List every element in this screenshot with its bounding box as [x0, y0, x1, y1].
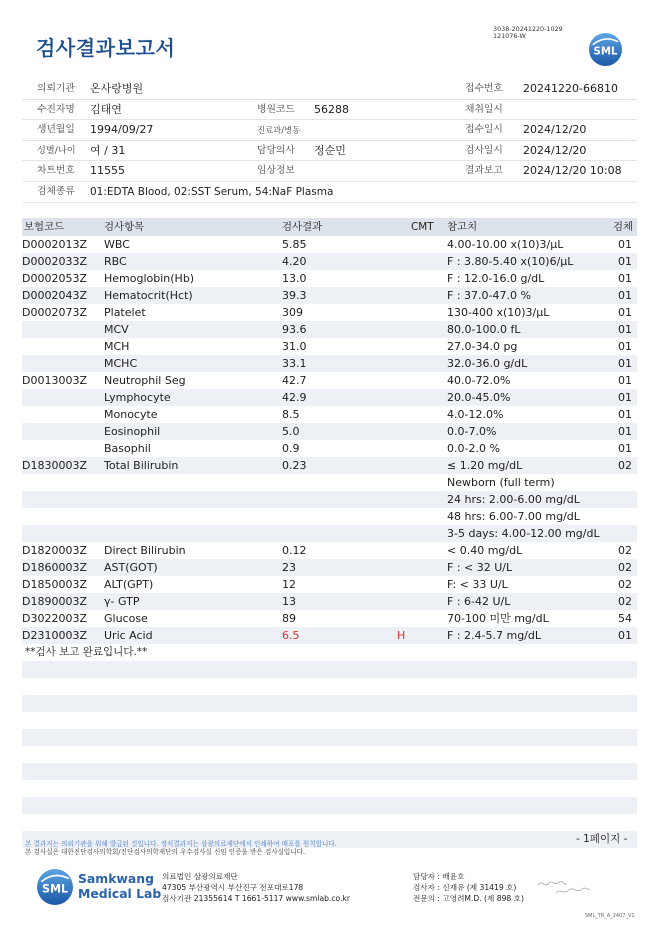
chart-no-label: 차트번호 — [37, 165, 75, 177]
result-row — [22, 542, 637, 559]
test-item-cell: Eosinophil — [104, 425, 161, 438]
column-header-insurance-code: 보험코드 — [24, 221, 65, 233]
specimen-code-cell: 01 — [618, 306, 632, 319]
test-item-cell: Lymphocyte — [104, 391, 171, 404]
reference-range-cell: F : 37.0-47.0 % — [447, 289, 531, 302]
reference-range-cell: F : < 32 U/L — [447, 561, 513, 574]
document-id — [493, 26, 563, 40]
sml-logo-text: SML — [41, 882, 69, 896]
test-item-cell: Basophil — [104, 442, 151, 455]
hospital-code-value: 56288 — [314, 102, 349, 116]
receipt-no-label: 접수번호 — [465, 83, 503, 94]
result-row — [22, 372, 637, 389]
report-datetime-label: 결과보고 — [465, 165, 503, 177]
insurance-code-cell: D1860003Z — [22, 561, 87, 574]
reference-range-cell: F: < 33 U/L — [447, 578, 508, 591]
test-item-cell: MCH — [104, 340, 130, 353]
sex-age-value: 여 / 31 — [90, 143, 126, 157]
column-header-specimen: 검체 — [613, 221, 634, 233]
result-row — [22, 304, 637, 321]
test-item-cell: MCHC — [104, 357, 138, 370]
result-value-cell: 42.9 — [282, 391, 307, 404]
test-date-value: 2024/12/20 — [523, 143, 587, 157]
result-row — [22, 559, 637, 576]
results-table-body — [22, 236, 637, 644]
page-title: 검사결과보고서 — [36, 36, 176, 60]
patient-info-section — [22, 79, 637, 203]
specimen-code-cell: 01 — [618, 357, 632, 370]
reference-range-cell: < 0.40 mg/dL — [447, 544, 523, 557]
organization-address: 47305 부산광역시 부산진구 전포대로178 — [162, 883, 304, 892]
info-row — [22, 79, 637, 100]
specimen-code-cell: 01 — [618, 340, 632, 353]
result-value-cell: 4.20 — [282, 255, 307, 268]
organization-contact: 검사기관 21355614 T 1661-5117 www.smlab.co.kr — [162, 894, 350, 903]
result-value-cell: 0.23 — [282, 459, 307, 472]
completion-note: **검사 보고 완료입니다.** — [25, 646, 148, 658]
result-row — [22, 576, 637, 593]
reference-range-cell: F : 12.0-16.0 g/dL — [447, 272, 545, 285]
patient-name-label: 수진자명 — [37, 103, 75, 115]
test-item-cell: Platelet — [104, 306, 146, 319]
info-row — [22, 161, 637, 182]
column-header-reference: 참고치 — [447, 221, 478, 233]
cmt-flag-cell: H — [397, 629, 406, 642]
test-item-cell: RBC — [104, 255, 127, 268]
result-value-cell: 0.12 — [282, 544, 307, 557]
test-date-label: 검사일시 — [465, 144, 503, 156]
result-value-cell: 42.7 — [282, 374, 307, 387]
specimen-code-cell: 01 — [618, 629, 632, 642]
sml-footer-logo — [36, 868, 74, 906]
brand-name-line-2: Medical Lab — [78, 886, 162, 901]
staff-info — [413, 871, 524, 904]
insurance-code-cell: D0002053Z — [22, 272, 87, 285]
staff-technologist: 검사자 : 신재유 (제 31419 호) — [413, 883, 517, 892]
receipt-date-label: 접수일시 — [465, 124, 503, 136]
result-value-cell: 5.0 — [282, 425, 300, 438]
birth-date-label: 생년월일 — [37, 124, 75, 136]
insurance-code-cell: D1890003Z — [22, 595, 87, 608]
test-item-cell: ALT(GPT) — [104, 578, 154, 591]
doctor-label: 담당의사 — [257, 144, 295, 156]
brand-name-line-1: Samkwang — [78, 871, 154, 886]
specimen-code-cell: 01 — [618, 374, 632, 387]
info-row — [22, 120, 637, 141]
result-value-cell: 23 — [282, 561, 296, 574]
insurance-code-cell: D0002033Z — [22, 255, 87, 268]
result-value-cell: 33.1 — [282, 357, 307, 370]
empty-table-rows — [22, 661, 637, 848]
results-table — [22, 218, 637, 848]
sml-logo — [588, 32, 623, 67]
result-row — [22, 491, 637, 508]
reference-range-cell: Newborn (full term) — [447, 476, 555, 489]
receipt-no-value: 20241220-66810 — [523, 82, 618, 95]
result-row — [22, 287, 637, 304]
result-row — [22, 406, 637, 423]
reference-range-cell: 48 hrs: 6.00-7.00 mg/dL — [447, 510, 580, 523]
test-item-cell: Uric Acid — [104, 629, 153, 642]
insurance-code-cell: D0002073Z — [22, 306, 87, 319]
reference-range-cell: 0.0-2.0 % — [447, 442, 500, 455]
test-item-cell: Hematocrit(Hct) — [104, 289, 193, 302]
specimen-types-value: 01:EDTA Blood, 02:SST Serum, 54:NaF Plasma — [90, 185, 334, 198]
result-row — [22, 253, 637, 270]
specimen-code-cell: 02 — [618, 544, 632, 557]
specimen-code-cell: 02 — [618, 578, 632, 591]
specimen-code-cell: 01 — [618, 289, 632, 302]
insurance-code-cell: D0002013Z — [22, 238, 87, 251]
specimen-code-cell: 01 — [618, 272, 632, 285]
test-item-cell: Monocyte — [104, 408, 158, 421]
reference-range-cell: F : 6-42 U/L — [447, 595, 511, 608]
report-datetime-value: 2024/12/20 10:08 — [523, 164, 622, 178]
specimen-code-cell: 01 — [618, 323, 632, 336]
result-value-cell: 0.9 — [282, 442, 300, 455]
staff-manager: 담당자 : 배윤호 — [413, 872, 465, 881]
chart-no-value: 11555 — [90, 164, 125, 178]
patient-name-value: 김태연 — [90, 102, 122, 116]
insurance-code-cell: D1820003Z — [22, 544, 87, 557]
result-value-cell: 31.0 — [282, 340, 307, 353]
test-item-cell: MCV — [104, 323, 129, 336]
document-id-line-1: 3038-20241220-1029 — [493, 25, 563, 33]
test-item-cell: AST(GOT) — [104, 561, 158, 574]
specimen-code-cell: 02 — [618, 459, 632, 472]
result-row — [22, 474, 637, 491]
sex-age-label: 성별/나이 — [37, 144, 76, 156]
reference-range-cell: 130-400 x(10)3/μL — [447, 306, 550, 319]
result-value-cell: 8.5 — [282, 408, 300, 421]
result-value-cell: 309 — [282, 306, 303, 319]
result-row — [22, 270, 637, 287]
organization-info — [162, 871, 350, 904]
test-item-cell: Neutrophil Seg — [104, 374, 186, 387]
doctor-value: 정순민 — [314, 143, 346, 157]
organization-name: 의료법인 삼광의료재단 — [162, 872, 238, 881]
result-row — [22, 525, 637, 542]
result-row — [22, 338, 637, 355]
result-row — [22, 440, 637, 457]
page-number: - 1페이지 - — [576, 833, 628, 845]
test-item-cell: Hemoglobin(Hb) — [104, 272, 195, 285]
result-value-cell: 5.85 — [282, 238, 307, 251]
specimen-code-cell: 02 — [618, 561, 632, 574]
reference-range-cell: 3-5 days: 4.00-12.00 mg/dL — [447, 527, 600, 540]
test-item-cell: WBC — [104, 238, 130, 251]
result-row — [22, 423, 637, 440]
reference-range-cell: 24 hrs: 2.00-6.00 mg/dL — [447, 493, 580, 506]
result-row — [22, 355, 637, 372]
result-row — [22, 457, 637, 474]
test-item-cell: Direct Bilirubin — [104, 544, 186, 557]
info-row — [22, 182, 637, 203]
specimen-code-cell: 01 — [618, 391, 632, 404]
reference-range-cell: 40.0-72.0% — [447, 374, 511, 387]
clinical-info-label: 임상정보 — [257, 165, 295, 177]
reference-range-cell: 32.0-36.0 g/dL — [447, 357, 528, 370]
result-row — [22, 610, 637, 627]
result-value-cell: 39.3 — [282, 289, 307, 302]
reference-range-cell: 27.0-34.0 pg — [447, 340, 518, 353]
result-value-cell: 13 — [282, 595, 296, 608]
insurance-code-cell: D1850003Z — [22, 578, 87, 591]
insurance-code-cell: D0002043Z — [22, 289, 87, 302]
receipt-date-value: 2024/12/20 — [523, 123, 587, 137]
specimen-code-cell: 01 — [618, 408, 632, 421]
column-header-result: 검사결과 — [282, 221, 323, 233]
birth-date-value: 1994/09/27 — [90, 123, 154, 137]
specimen-types-label: 검체종류 — [37, 185, 75, 197]
result-row — [22, 508, 637, 525]
result-value-cell: 12 — [282, 578, 296, 591]
report-notice: 본 결과지는 의뢰기관을 위해 발급된 것입니다. 정식결과지는 삼광의료재단에서 인쇄하여 배포를 원칙합니다. — [25, 840, 337, 848]
brand-name — [78, 871, 161, 901]
result-row — [22, 236, 637, 253]
result-row — [22, 389, 637, 406]
requesting-org-value: 온사랑병원 — [90, 82, 144, 95]
insurance-code-cell: D0013003Z — [22, 374, 87, 387]
result-row — [22, 593, 637, 610]
department-ward-label: 진료과/병동 — [257, 125, 301, 136]
column-header-test-item: 검사항목 — [104, 221, 145, 233]
reference-range-cell: F : 3.80-5.40 x(10)6/μL — [447, 255, 574, 268]
reference-range-cell: 4.00-10.00 x(10)3/μL — [447, 238, 564, 251]
result-row — [22, 321, 637, 338]
collection-datetime-label: 채취일시 — [465, 103, 503, 115]
reference-range-cell: 0.0-7.0% — [447, 425, 497, 438]
insurance-code-cell: D3022003Z — [22, 612, 87, 625]
staff-specialist: 전문의 : 고영려M.D. (제 898 호) — [413, 894, 524, 903]
document-id-line-2: 121076-W — [493, 32, 526, 41]
results-table-header — [22, 218, 637, 236]
specimen-code-cell: 01 — [618, 238, 632, 251]
specimen-code-cell: 01 — [618, 255, 632, 268]
certification-notice: 본 검사실은 대한진단검사의학회/진단검사의학재단의 우수검사실 신임 인증을 받은 검사실입니다. — [25, 848, 306, 856]
requesting-org-label: 의뢰기관 — [37, 83, 75, 94]
form-code: SML_TR_A_2407_V1 — [585, 913, 635, 919]
test-item-cell: γ- GTP — [104, 595, 140, 608]
insurance-code-cell: D1830003Z — [22, 459, 87, 472]
reference-range-cell: 4.0-12.0% — [447, 408, 504, 421]
result-row — [22, 627, 637, 644]
result-value-cell: 6.5 — [282, 629, 300, 642]
reference-range-cell: 80.0-100.0 fL — [447, 323, 521, 336]
reference-range-cell: 70-100 미만 mg/dL — [447, 612, 549, 625]
test-item-cell: Glucose — [104, 612, 148, 625]
info-row — [22, 141, 637, 162]
insurance-code-cell: D2310003Z — [22, 629, 87, 642]
info-row — [22, 100, 637, 121]
signature-image — [536, 876, 592, 898]
reference-range-cell: ≤ 1.20 mg/dL — [447, 459, 523, 472]
hospital-code-label: 병원코드 — [257, 103, 295, 115]
specimen-code-cell: 54 — [618, 612, 632, 625]
test-item-cell: Total Bilirubin — [104, 459, 179, 472]
reference-range-cell: F : 2.4-5.7 mg/dL — [447, 629, 541, 642]
completion-note-row — [22, 644, 637, 661]
specimen-code-cell: 01 — [618, 425, 632, 438]
column-header-cmt: CMT — [411, 221, 434, 233]
specimen-code-cell: 02 — [618, 595, 632, 608]
result-value-cell: 13.0 — [282, 272, 307, 285]
result-value-cell: 93.6 — [282, 323, 307, 336]
specimen-code-cell: 01 — [618, 442, 632, 455]
reference-range-cell: 20.0-45.0% — [447, 391, 511, 404]
sml-logo-text: SML — [593, 46, 618, 58]
result-value-cell: 89 — [282, 612, 296, 625]
